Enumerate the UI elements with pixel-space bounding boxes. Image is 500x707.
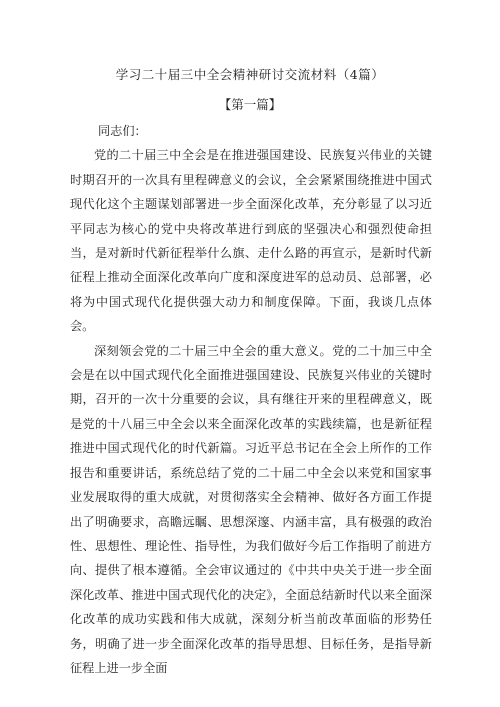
salutation: 同志们：	[98, 124, 147, 138]
paragraph-1: 党的二十届三中全会是在推进强国建设、民族复兴伟业的关键时期召开的一次具有里程碑意义的会议，全会紧紧围绕推进中国式现代化这个主题谋划部署进一步全面深化改革，充分彰显了以习近平同志为核心的党中央将改革进行到底的坚强决心和强烈使命担当，是对新时代新征程举什么旗、走什么路的再宣示，是新时代新征程上推动全面深化改革向广度和深度进军的总动员、总部署，必将为中国式现代化提供强大动力和制度保障。下面，我谈几点体会。	[70, 148, 432, 334]
section-heading: 【第一篇】	[218, 97, 282, 112]
paragraph-2: 深刻领会党的二十届三中全会的重大意义。党的二十加三中全会是在以中国式现代化全面推进强国建设、民族复兴伟业的关键时期，召开的一次十分重要的会议，具有继往开来的里程碑意义，既是党的十八届三中全会以来全面深化改革的实践续篇，也是新征程推进中国式现代化的时代新篇。习近平总书记在全会上所作的工作报告和重要讲话，系统总结了党的二十届二中全会以来党和国家事业发展取得的重大成就，对贯彻落实全会精神、做好各方面工作提出了明确要求，高瞻远瞩、思想深邃、内涵丰富，具有极强的政治性、思想性、理论性、指导性，为我们做好今后工作指明了前进方向、提供了根本遵循。全会审议通过的《中共中央关于进一步全面深化改革、推进中国式现代化的决定》，全面总结新时代以来全面深化改革的成功实践和伟大成就，深刻分析当前改革面临的形势任务，明确了进一步全面深化改革的指导思想、目标任务，是指导新征程上进一步全面	[70, 343, 432, 675]
document-body	[70, 119, 432, 680]
document-title: 学习二十届三中全会精神研讨交流材料（4篇）	[115, 67, 385, 82]
